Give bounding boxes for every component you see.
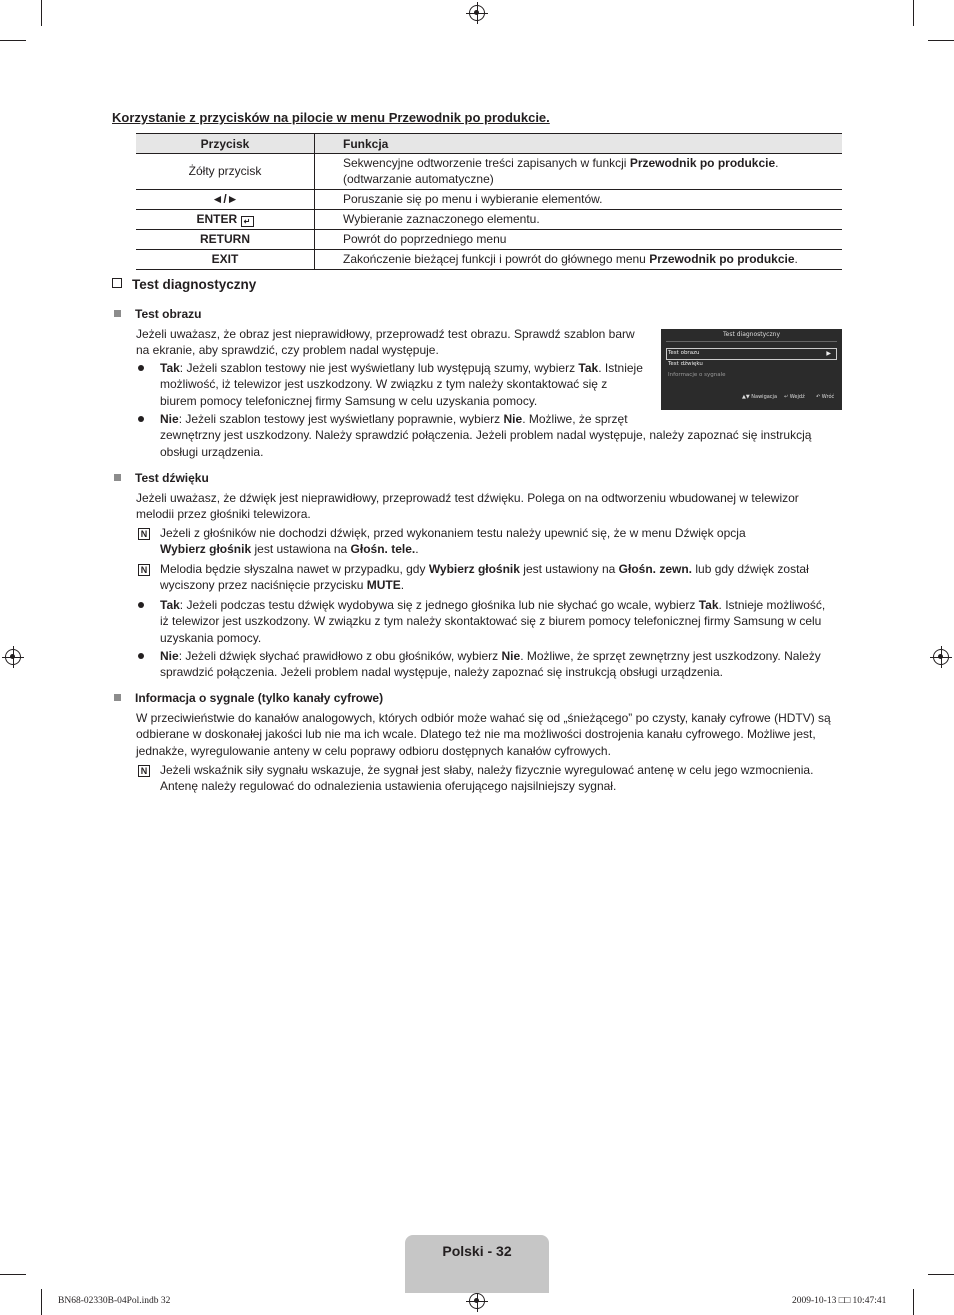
function-cell [315,250,843,270]
osd-footer-label: Wejdź [789,394,805,400]
text-line: Jeżeli wskaźnik siły sygnału wskazuje, że sygnał jest słaby, należy fizycznie wyregulować antenę w celu jego wzmocnienia. [160,763,814,777]
bold-text: MUTE [366,578,401,593]
text-line: W przeciwieństwie do kanałów analogowych, których odbiór może wahać się od „śnieżącego” po czysty, kanały cyfrowe (HDTV) są [136,711,831,725]
note-icon: N [138,765,150,777]
function-cell: Wybieranie zaznaczonego elementu. [315,210,843,230]
signal-info-heading [114,691,383,705]
button-cell: ◄/► [136,190,315,210]
function-text-line2: (odtwarzanie automatyczne) [343,172,494,186]
picture-test-title: Test obrazu [135,307,202,321]
bullet-icon [138,653,144,659]
function-cell [315,154,843,190]
checkbox-square-icon [112,278,122,288]
function-text: Zakończenie bieżącej funkcji i powrót do głównego menu [343,252,650,266]
page-number-tab [405,1235,549,1293]
table-row [136,250,842,270]
crop-mark [41,1289,42,1315]
bold-text: Głośn. tele. [350,542,416,557]
bold-text: Wybierz głośnik [160,542,252,557]
picture-test-paragraph [136,326,656,359]
text: . [415,542,419,557]
osd-footer-label: Wróć [821,394,835,400]
crop-mark [41,0,42,26]
button-cell: RETURN [136,230,315,250]
crop-mark [913,1289,914,1315]
osd-arrow-right-icon: ▶ [826,350,831,357]
diagnostic-heading [112,277,256,292]
footer-file-info: BN68-02330B-04Pol.indb 32 [58,1296,171,1306]
text-line: Jeżeli z głośników nie dochodzi dźwięk, przed wykonaniem testu należy upewnić się, że w menu Dźwięk opcja [160,526,746,540]
footer-date: 2009-10-13 □□ 10:47:41 [792,1296,887,1306]
sound-note-1 [160,525,850,558]
button-cell: Żółty przycisk [136,154,315,190]
text-line: biurem pomocy telefonicznej firmy Samsung w celu uzyskania pomocy. [160,393,538,408]
text-line: sprawdzić połączenia. Jeżeli problem nadal występuje, należy zapoznać się instrukcją obsługi urządzenia. [160,665,723,680]
sound-bullet-yes [160,597,850,646]
text: . Istnieje możliwość, [718,598,826,612]
sound-note-2 [160,561,850,594]
square-bullet-icon [114,694,121,701]
registration-mark-icon [5,649,21,665]
section-title: Korzystanie z przycisków na pilocie w menu Przewodnik po produkcie. [112,110,550,125]
text: lub gdy dźwięk został [692,562,809,576]
text-line: Antenę należy regulować do odnalezienia ustawienia oferującego najsilniejszy sygnał. [160,779,617,794]
button-function-table [136,133,842,270]
text: jest ustawiona na [251,542,351,557]
osd-enter-hint: ↵ Wejdź [784,394,805,400]
signal-info-paragraph [136,710,851,759]
text-line: melodii przez głośniki telewizora. [136,507,311,522]
note-icon: N [138,528,150,540]
text-line: uzyskania pomocy. [160,630,262,645]
page-number: Polski - 32 [442,1243,512,1259]
table-row [136,210,842,230]
crop-mark [913,0,914,26]
text-line: zewnętrzny jest uszkodzony. Należy sprawdzić połączenia. Jeżeli problem nadal występuje, należy zapoznać się instrukcją [160,428,812,443]
function-cell: Powrót do poprzedniego menu [315,230,843,250]
bold-text: Tak [160,598,180,612]
crop-mark [0,40,26,41]
bullet-icon [138,365,144,371]
text-line: odbierane w doskonałej jakości lub nie ma ich wcale. Dlatego też nie ma możliwości dostrojenia kanału cyfrowego. Możliwe jest, [136,727,816,742]
bold-text: Nie [503,412,523,426]
crop-mark [0,1274,26,1275]
osd-nav-hint: ▲▼ Nawigacja [742,394,778,400]
text: jest ustawiony na [519,562,619,576]
text: : Jeżeli dźwięk słychać prawidłowo z obu głośników, wybierz [178,649,502,663]
bold-text: Tak [698,598,719,612]
crop-mark [928,1274,954,1275]
bullet-icon [138,602,144,608]
text: wyciszony przez naciśnięcie przycisku [160,578,367,593]
text-line: iż telewizor jest uszkodzony. W związku z tym należy skontaktować się z biurem pomocy telefonicznej firmy Samsung w celu [160,614,822,629]
text: Melodia będzie słyszalna nawet w przypadku, gdy [160,562,429,576]
osd-title: Test diagnostyczny [723,331,780,338]
text-line: możliwość, iż telewizor jest uszkodzony. W związku z tym należy skontaktować się z [160,377,608,392]
button-cell: EXIT [136,250,315,270]
col-header-button: Przycisk [136,134,315,154]
text: : Jeżeli szablon testowy nie jest wyświetlany lub występują szumy, wybierz [179,361,579,375]
text-line: na ekranie, aby sprawdzić, czy problem nadal występuje. [136,343,439,358]
signal-note [160,762,850,795]
table-row [136,190,842,210]
function-cell: Poruszanie się po menu i wybieranie elementów. [315,190,843,210]
button-label: ENTER [196,212,238,226]
function-bold: Przewodnik po produkcie [629,156,776,170]
bold-text: Tak [160,361,180,375]
bold-text: Nie [501,649,521,663]
osd-return-hint: ↶ Wróć [816,394,835,400]
registration-mark-icon [933,649,949,665]
sound-bullet-no [160,648,850,681]
picture-bullet-no [160,411,850,460]
osd-footer-label: Nawigacja [751,394,778,400]
text-line: obsługi urządzenia. [160,444,264,459]
function-text: Sekwencyjne odtworzenie treści zapisanych w funkcji [343,156,630,170]
bullet-icon [138,416,144,422]
osd-item: Test obrazu [668,350,700,356]
square-bullet-icon [114,310,121,317]
function-text-end: . [794,252,798,266]
osd-item: Test dźwięku [668,361,703,367]
enter-icon: ↵ [241,216,254,227]
table-header-row [136,134,842,154]
bold-text: Tak [578,361,599,375]
registration-mark-icon [469,1293,485,1309]
crop-mark [928,40,954,41]
function-text-end: . [775,156,779,170]
bold-text: Nie [160,412,179,426]
osd-item: Informacje o sygnale [668,372,726,378]
text: : Jeżeli podczas testu dźwięk wydobywa się z jednego głośnika lub nie słychać go wcale, wybierz [179,598,699,612]
tv-menu-screenshot [661,329,842,410]
bold-text: Głośn. zewn. [618,562,693,576]
text: . Możliwe, że sprzęt [522,412,628,426]
note-icon: N [138,564,150,576]
square-bullet-icon [114,474,121,481]
diagnostic-title: Test diagnostyczny [132,277,257,292]
button-cell [136,210,315,230]
text: . [400,578,405,593]
table-row [136,230,842,250]
col-header-function: Funkcja [315,134,843,154]
text: : Jeżeli szablon testowy jest wyświetlany poprawnie, wybierz [178,412,504,426]
text-line: Jeżeli uważasz, że dźwięk jest nieprawidłowy, przeprowadź test dźwięku. Polega on na odtworzeniu wbudowanej w telewizor [136,491,799,505]
text-line: Jeżeli uważasz, że obraz jest nieprawidłowy, przeprowadź test obrazu. Sprawdź szablon barw [136,327,635,341]
text: . Możliwe, że sprzęt zewnętrzny jest uszkodzony. Należy [520,649,821,663]
sound-test-title: Test dźwięku [135,471,209,485]
picture-test-heading [114,307,201,321]
picture-bullet-yes [160,360,660,409]
sound-test-paragraph [136,490,846,523]
osd-divider [666,341,837,342]
table-row [136,154,842,190]
sound-test-heading [114,471,209,485]
bold-text: Wybierz głośnik [428,562,520,576]
registration-mark-icon [469,5,485,21]
function-bold: Przewodnik po produkcie [649,252,795,266]
text-line: jednakże, wyregulowanie anteny w celu poprawy odbioru dostępnych kanałów cyfrowych. [136,743,611,758]
text: . Istnieje [598,361,643,375]
bold-text: Nie [160,649,179,663]
signal-info-title: Informacja o sygnale (tylko kanały cyfrowe) [135,691,384,705]
